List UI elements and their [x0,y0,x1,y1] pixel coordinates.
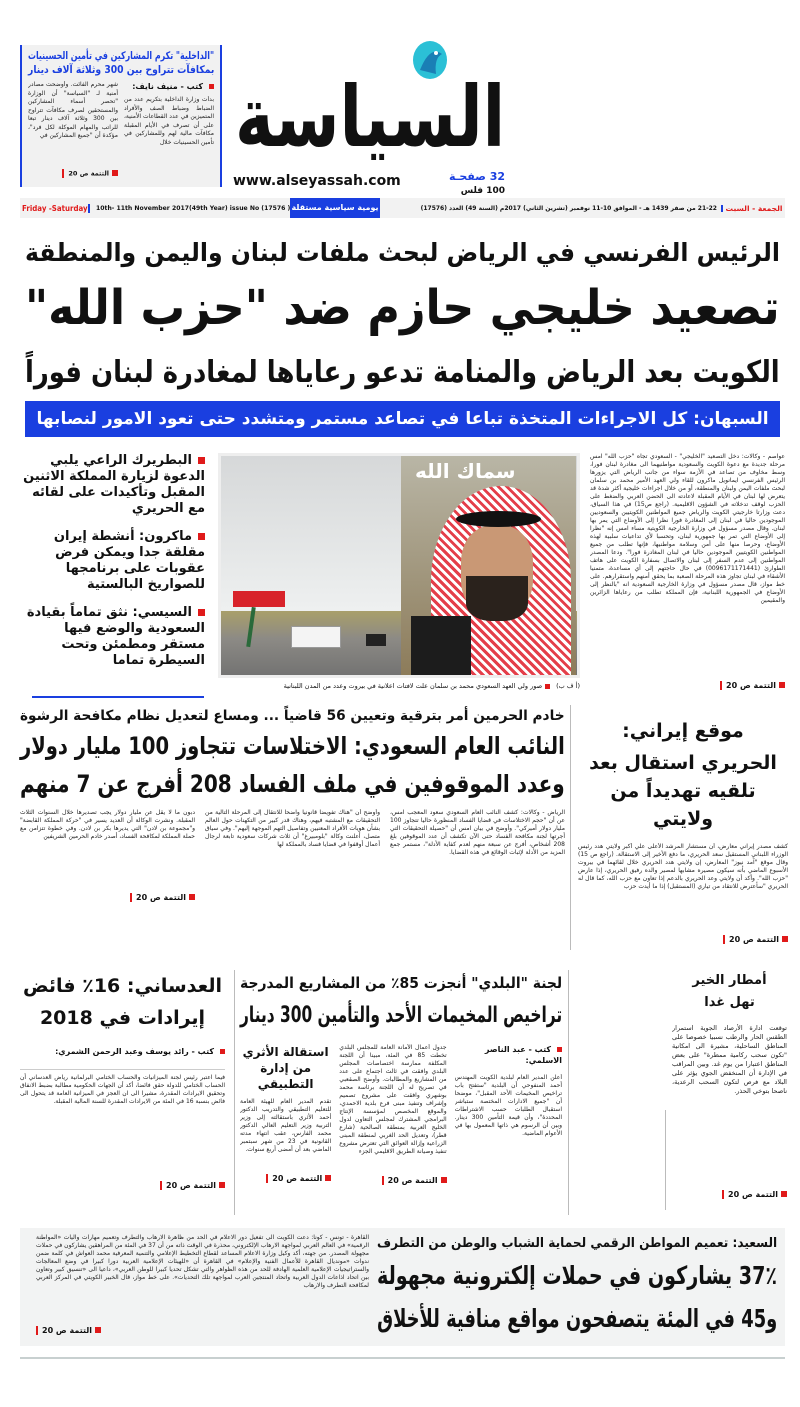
continued-link[interactable]: التتمة ص 20 [339,1175,446,1186]
saudi-col: الرياض - وكالات: كشف النائب العام السعودي سعود المعجب امس، عن أن "حجم الاختلاسات في قضايا الفساد المنظورة حاليا تتجاوز 100 مليار دولار أميركي". وأوضح في بيان امس أن "حصيلة التحقيقات التي أجرتها لجنة مكافحة الفساد حتى الآن تكشف أن عدد الموقوفين بلغ 208 أشخاص، أفرج عن سبعة منهم لعدم كفاية الأدلة"، مستمر جمع المزيد من الأدلة لإثبات الوقائع في هذه القضايا. [390,809,565,856]
continued-link[interactable]: التتمة ص 20 [36,1325,369,1336]
price: 100 فلس [460,186,505,196]
column-divider [665,1110,666,1210]
iran-story [578,705,788,945]
side-bullet[interactable]: البطريرك الراعي يلبي الدعوة لزيارة المملكة الاثنين المقبل وتأكيدات على لقائه مع الحريري [23,453,205,516]
continued-link[interactable]: التتمة ص 20 [590,680,785,691]
day-en: Friday -Saturday [20,204,90,213]
saeed-story [20,1228,785,1346]
adsani-headline-2: إيرادات في 2018 [39,1007,206,1029]
saeed-body: القاهرة - تونس - كونا: دعت الكويت الى تفعيل دور الاعلام في الحد من ظاهرة الارهاب والتطرف وتعميم مهارات وآليات «المواطنة الرقمية» في العالم العربي لمواجهة الارهاب الإلكتروني، محذرة في الوقت ذاته من أن 37 في المئة من المراهقين يشاركون في حملات مجهولة المصدر. من جهته، أكد وكيل وزارة الاعلام المساعد لقطاع التخطيط الإعلامي والتنمية المعرفية محمد العواش في كلمة ضمن ندوات «مونديال القاهرة للأعمال الفنية والإعلام» في القاهرة أن «للهيئات الإعلامية العربية دورا كبيرا في وضع المعالجات والستراتيجيات الإعلامية العلمية الهادفة للحد من هذه الظواهر والتي تشكل تحديا كبيرا للوطن العربي»، داعيا الى «تنسيق كبير وتعاون بين اتحاد اذاعات الدول العربية واتحاد المنتجين العرب لمواجهة تلك التحديات». على خط مواز، قال الخبير الكويتي في المركز العربي لمكافحة التطرف والارهاب [36,1234,369,1289]
main-headline: تصعيد خليجي حازم ضد "حزب الله" [25,280,780,336]
continued-link[interactable]: التتمة ص 20 [20,892,195,903]
continued-link[interactable]: التتمة ص 20 [28,169,118,179]
weather-headline-1: أمطار الخير [692,973,767,988]
column-divider [570,705,571,950]
saudi-headline-1: النائب العام السعودي: الاختلاسات تتجاوز 100 مليار دولار [20,732,565,760]
continued-link[interactable]: التتمة ص 20 [20,1180,225,1191]
baladi-headline: تراخيص المخيمات الأحد والتأمين 300 دينار [239,1003,562,1028]
athari-headline: استقالة الأثري من إدارة التطبيقي [242,1045,329,1091]
price-info [425,170,505,198]
saeed-headline-1: 37٪ يشاركون في حملات إلكترونية مجهولة [376,1261,777,1290]
photo-caption: صور ولي العهد السعودي محمد بن سلمان علت لافتات اعلانية في بيروت وعدد من المدن اللبنانية (أ ف ب) [283,682,580,690]
adsani-byline: كتب - رائد يوسف وعبد الرحمن الشمري: [20,1046,225,1057]
column-divider [568,970,569,1215]
poster-text: سماك الله [415,459,516,483]
bus [291,626,341,648]
poster-portrait [401,456,576,678]
continued-link[interactable]: التتمة ص 20 [672,1189,787,1200]
main-kicker: الرئيس الفرنسي في الرياض لبحث ملفات لبنان واليمن والمنطقة [25,238,780,267]
iran-headline: الحريري استقال بعد تلقيه تهديداً من ولايتي [589,752,777,830]
car [366,634,386,646]
side-bullets [20,453,205,669]
adsani-body: فيما اعتبر رئيس لجنة الميزانيات والحساب الختامي البرلمانية رياض العدساني أن الحساب الختامي للدولة حقق فائضا، أكد أن الجهات الحكومية مطالبة بضبط الانفاق وتحقيق الايرادات المقدرة، مشيرا الى ان العجز في الميزانية العامة قد يتحول الى فائض بنسبة 16 في المئة من الايرادات المقدرة للسنة المالية المقبلة. [20,1069,225,1177]
top-box-col1: بدأت وزارة الداخلية بتكريم عدد من الضباط وضباط الصف والأفراد المتميزين في عدد القطاعات الأمنية، على أن تصرف في الأيام المقبلة مكافآت مالية لهم وللمشاركين في تأمين الحسينيات خلال [124,96,214,146]
saudi-col: وأوضح أن "هناك تفويضا قانونيا واضحا للانتقال إلى المرحلة التالية من التحقيقات مع المشتبه فيهم، وهناك قدر كبير من التكهنات حول العالم بشأن هويات الأفراد المعنيين وتفاصيل التهم الموجهة إليهم". وفي سياق متصل، أعلنت وكالة "بلومبيرغ" أن ثلاث شركات سعودية تابعة لرجال أعمال أوقفوا في قضايا فساد بالمملكة لها [205,809,380,848]
iran-kicker: موقع إيراني: [622,720,744,742]
saudi-kicker: خادم الحرمين أمر بترقية وتعيين 56 قاضياً ... ومساع لتعديل نظام مكافحة الرشوة [20,708,565,724]
main-banner: السبهان: كل الاجراءات المتخذة تباعا في تصاعد مستمر ومتشدد حتى تعود الامور لنصابها [25,401,780,437]
divider [32,696,204,698]
main-photo [218,453,580,678]
saeed-headline-2: و45 في المئة يتصفحون مواقع منافية للأخلاق [376,1304,777,1333]
baladi-byline: كتب - عبد الناصر الاسلمي: [484,1045,562,1065]
weather-body: توقعت ادارة الأرصاد الجوية استمرار الطقس الحار والرطب نسبيا خصوصا على المناطق الساحلية، مشيرة الى امكانية "تكون سحب ركامية ممطرة" على بعض المناطق اعتبارا من يوم غد. وبين المراقب في الإدارة أن المنخفض الجوي يؤثر على البلاد مع فرص لتكون السحب الرعدية، ناصحا بتوخي الحذر. [672,1024,787,1095]
footer-rule [20,1357,785,1359]
date-bar [20,198,785,218]
date-ar: 21-22 من صفر 1439 هـ - الموافق 10-11 نوفمبر (تشرين الثاني) 2017م (السنة 49) العدد (17576) [380,205,723,212]
logo-text: السياسة [234,68,505,166]
weather-story [672,970,787,1200]
saudi-story [20,705,565,905]
saeed-kicker: السعيد: تعميم المواطن الرقمي لحماية الشباب والوطن من التطرف [376,1236,777,1251]
website-url[interactable]: www.alseyassah.com [233,173,401,189]
date-en: 10th- 11th November 2017(49th Year) issue No (17576 ) [96,204,291,212]
top-box-byline: كتب - منيف نايف: [124,81,214,92]
day-ar: الجمعة - السبت [725,203,783,213]
billboard [233,591,285,607]
baladi-kicker: لجنة "البلدي" أنجزت 85٪ من المشاريع المدرجة [239,974,562,992]
main-subhead: الكويت بعد الرياض والمنامة تدعو رعاياها لمغادرة لبنان فوراً [25,355,780,390]
iran-body: كشف مصدر إيراني معارض، أن مستشار المرشد الأعلى علي أكبر ولايتي هدد رئيس الوزراء اللبناني المستقيل سعد الحريري، ما دفع الأخير إلى الاستقالة. (راجع ص 15) وقال موقع "آمد نيوز" المعارض، إن ولايتي هدد الحريري خلال لقائهما في بيروت الأسبوع الماضي بأنه سيكون مصيره مشابها لمصير والده رفيق الحريري، إذا عارض "حزب الله". وأكد أن ولايتي وعد الحريري بالدعم إذا تعاون مع حزب الله، كما قال له الحريري "سأعترض للانتقاد من تياري (المستقبل) إذا ما أيدت حزب [578,843,788,890]
saudi-col: دبون ما لا يقل عن مليار دولار يجب تصديرها خلال السنوات الثلاث المقبلة. ونشرت الوكالة أن العديد يسير في "حركة المملكة القابضة" و"مجموعة بن لادن" التي يديرها بكر بن لادن. وفي خطوة تتزامن مع حملة المملكة لمكافحة الفساد، أصدر خادم الحرمين الشريفين [20,809,195,840]
tagline: يومية سياسية مستقلة [290,198,380,218]
side-bullet[interactable]: ماكرون: أنشطة إيران مقلقة جدا ويمكن فرض عقوبات على برنامجها للصواريخ البالستية [53,529,205,592]
main-story-body: عواصم - وكالات: دخل التصعيد "الخليجي" - السعودي تجاه "حزب الله" امس مرحلة جديدة مع دعوة الكويت والسعودية مواطنيهما الى مغادرة لبنان فورا، وسط مخاوف من تصاعد في الأزمة سواء من جانب الرياض التي يزورها الرئيس الفرنسي ايمانويل ماكرون للقاء ولي العهد الأمير محمد بن سلمان لبحث ملفات اليمن ولبنان والمنطقة، أو من خلال اجراءات خليجية أكثر شدة قد يتعرض لها لبنان في الأيام المقبلة لاعادته الى الحضن العربي والضغط على الحزب لوقف تدخلاته في الشؤون الاقليمية. (راجع ص15) في هذا السياق، دعت وزارتا خارجيتي الكويت والرياض جميع المواطنين الكويتيين والسعوديين الموجودين حاليا في لبنان إلى المغادرة فورا نظرا إلى الأوضاع التي يمر بها لبنان. وقال مصدر مسؤول في وزارة الخارجية الكويتية مساء امس إنه "نظرا إلى الأوضاع التي تمر بها جمهورية لبنان، وتحسبا لأي تداعيات سلبية لهذه الأوضاع، وحرصا منها على أمن وسلامة مواطنيها، فإنها تطلب من جميع المواطنين الكويتيين الموجودين حاليا في لبنان المغادرة فورا". ودعا المصدر المواطنين إلى عدم السفر إلى لبنان والاتصال بسفارة الكويت على هاتف الطوارئ (0096171171441) في حال حاجتهم إلى أي مساعدة، متمنيا الأشقاء في لبنان تجاوز هذه المرحلة الصعبة بما يحقق أمنهم واستقرارهم. على خط مواز، قال مصدر مسؤول في وزارة الخارجية السعودية انه "بالنظر إلى الأوضاع في الجمهورية اللبنانية، فإن المملكة تطلب من رعاياها الزائرين والمقيمين التتمة ص 20 [590,453,785,690]
continued-link[interactable]: التتمة ص 20 [578,934,788,945]
top-box-title: "الداخلية" تكرم المشاركين في تأمين الحسينيات [27,50,214,62]
side-bullet[interactable]: السيسي: نثق تماماً بقيادة السعودية والوضع فيها مستقر ومطمئن وتحت السيطرة تماما [26,605,205,668]
continued-link[interactable]: التتمة ص 20 [240,1173,331,1184]
top-box-subtitle: بمكافآت تتراوح بين 300 وثلاثة آلاف دينار [27,64,214,76]
saudi-headline-2: وعدد الموقوفين في ملف الفساد 208 أفرج عن 7 منهم [20,770,566,798]
weather-headline-2: تهل غدا [704,995,755,1010]
pages-count: 32 صفحـة [448,170,505,183]
baladi-story: لجنة "البلدي" أنجزت 85٪ من المشاريع المدرجة تراخيص المخيمات الأحد والتأمين 300 دينار كتب - عبد الناصر الاسلمي: أعلن المدير العام لبلدية الكويت المهندس أحمد المنفوحي أن البلدية "ستفتح باب تراخيص المخيمات الأحد المقبل"، موضحا أن "جميع الادارات المختصة ستباشر استقبال الطلبات حسب الاشتراطات المحددة"، وأن قيمة التأمين 300 دينار. وبين أن الرسوم هي ذاتها المعمول بها في الأعوام الماضية. جدول أعمال الأمانة العامة للمجلس البلدي تخطت 85 في المئة، مبينا أن اللجنة المكلفة ممارسة اختصاصات المجلس البلدي وافقت في ثالث اجتماع على عدد من المشاريع والمطالبات. وأوضح الصقعبي في تصريح له أن اللجنة برئاسة محمد بوشهري وافقت على مشروع تصميم وإشراف وتنفيذ مبنى فرع بلدية الاحمدي، والموقع المخصص لمؤسسة الإنتاج البرامجي المشترك لمجلس التعاون لدول الخليج العربية بمنطقة الصالحية (شارع قطر)، وتعديل الحد الغربي لمنطقة المبنى الزراعية وإزالة العوائق التي تعترض مشروع تنفيذ وصيانة الطريق الاقليمي الجزء التتمة ص 20 استقالة الأثري من إدارة التطبيقي تقدم المدير العام للهيئة العامة للتعليم التطبيقي والتدريب الدكتور أحمد الأثري باستقالته إلى وزير التربية وزير التعليم العالي الدكتور محمد الفارس، عقب انتهاء مدته القانونية في 23 من شهر سبتمبر الماضي بعد أن أمضى أربع سنوات. التتمة ص 20 [240,970,562,1202]
top-box-col2: شهر محرم الفائت. وأوضحت مصادر أمنية لـ "السياسة" أن الوزارة "تحصر أسماء المشاركين والمستحقين لصرف مكافآت تتراوح بين 300 وثلاثة آلاف دينار تبعا للراتب والمهام الموكلة لكل فرد"، مؤكدة أن "جميع المشاركين في [28,81,118,139]
adsani-headline-1: العدساني: 16٪ فائض [22,975,223,997]
